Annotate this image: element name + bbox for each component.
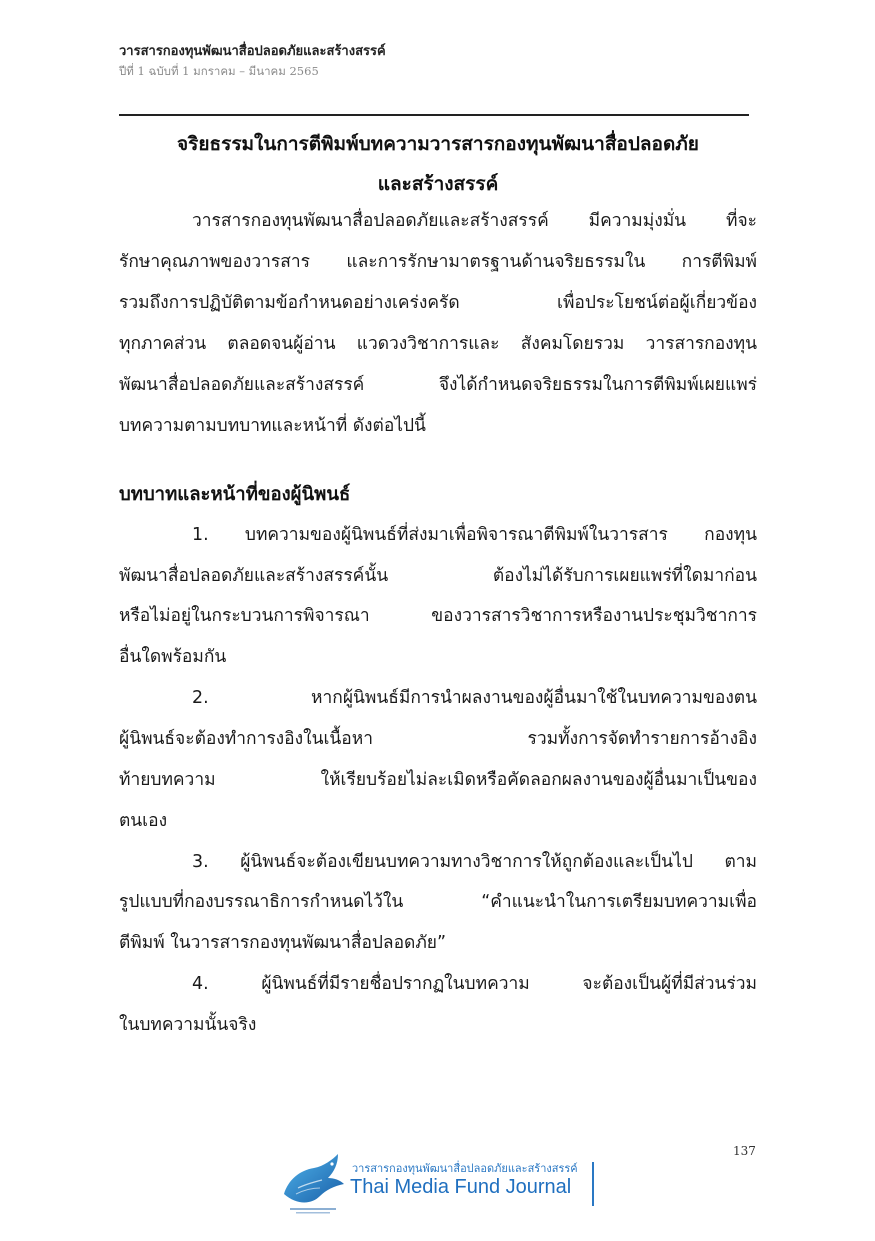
text-line: บทความตามบทบาทและหน้าที่ ดังต่อไปนี้ xyxy=(119,416,426,436)
text-line: 4. ผู้นิพนธ์ที่มีรายชื่อปรากฏในบทความ จะต้องเป็นผู้ที่มีส่วนร่วม xyxy=(192,974,757,994)
text-line: พัฒนาสื่อปลอดภัยและสร้างสรรค์นั้น ต้องไม่ได้รับการเผยแพร่ที่ใดมาก่อน xyxy=(119,566,757,586)
header-issue-info: ปีที่ 1 ฉบับที่ 1 มกราคม – มีนาคม 2565 xyxy=(119,64,319,78)
section-heading: บทบาทและหน้าที่ของผู้นิพนธ์ xyxy=(119,484,351,505)
text-line: พัฒนาสื่อปลอดภัยและสร้างสรรค์ จึงได้กำหนดจริยธรรมในการตีพิมพ์เผยแพร่ xyxy=(119,375,757,395)
title-line-1: จริยธรรมในการตีพิมพ์บทความวารสารกองทุนพัฒนาสื่อปลอดภัย xyxy=(177,133,699,155)
title-line-2: และสร้างสรรค์ xyxy=(377,173,499,195)
text-line: 1. บทความของผู้นิพนธ์ที่ส่งมาเพื่อพิจารณาตีพิมพ์ในวารสาร กองทุน xyxy=(192,525,757,545)
footer-logo xyxy=(278,1150,598,1216)
text-line: ทุกภาคส่วน ตลอดจนผู้อ่าน แวดวงวิชาการและ สังคมโดยรวม วารสารกองทุน xyxy=(119,334,757,354)
text-line: ตีพิมพ์ ในวารสารกองทุนพัฒนาสื่อปลอดภัย” xyxy=(119,933,446,953)
text-line: วารสารกองทุนพัฒนาสื่อปลอดภัยและสร้างสรรค์ มีความมุ่งมั่น ที่จะ xyxy=(192,211,757,231)
text-line: ท้ายบทความ ให้เรียบร้อยไม่ละเมิดหรือคัดลอกผลงานของผู้อื่นมาเป็นของ xyxy=(119,770,757,790)
text-line: 2. หากผู้นิพนธ์มีการนำผลงานของผู้อื่นมาใช้ในบทความของตน xyxy=(192,688,757,708)
dove-logo-icon xyxy=(278,1150,348,1216)
text-line: รูปแบบที่กองบรรณาธิการกำหนดไว้ใน “คำแนะนำในการเตรียมบทความเพื่อ xyxy=(119,892,757,912)
footer-divider xyxy=(592,1162,594,1206)
text-line: ตนเอง xyxy=(119,811,168,831)
text-line: หรือไม่อยู่ในกระบวนการพิจารณา ของวารสารวิชาการหรืองานประชุมวิชาการ xyxy=(119,606,757,626)
text-line: รักษาคุณภาพของวารสาร และการรักษามาตรฐานด้านจริยธรรมใน การตีพิมพ์ xyxy=(119,252,757,272)
header-divider xyxy=(119,114,749,116)
footer-english-name: Thai Media Fund Journal xyxy=(350,1176,572,1198)
text-line: ผู้นิพนธ์จะต้องทำการงอิงในเนื้อหา รวมทั้งการจัดทำรายการอ้างอิง xyxy=(119,729,757,749)
text-line: ในบทความนั้นจริง xyxy=(119,1015,257,1035)
page-number: 137 xyxy=(733,1144,756,1158)
text-line: 3. ผู้นิพนธ์จะต้องเขียนบทความทางวิชาการให้ถูกต้องและเป็นไป ตาม xyxy=(192,852,757,872)
footer-thai-name: วารสารกองทุนพัฒนาสื่อปลอดภัยและสร้างสรรค์ xyxy=(352,1162,578,1175)
text-line: รวมถึงการปฏิบัติตามข้อกำหนดอย่างเคร่งครัด เพื่อประโยชน์ต่อผู้เกี่ยวข้อง xyxy=(119,293,757,313)
text-line: อื่นใดพร้อมกัน xyxy=(119,647,227,667)
header-journal-name: วารสารกองทุนพัฒนาสื่อปลอดภัยและสร้างสรรค์ xyxy=(119,44,386,59)
